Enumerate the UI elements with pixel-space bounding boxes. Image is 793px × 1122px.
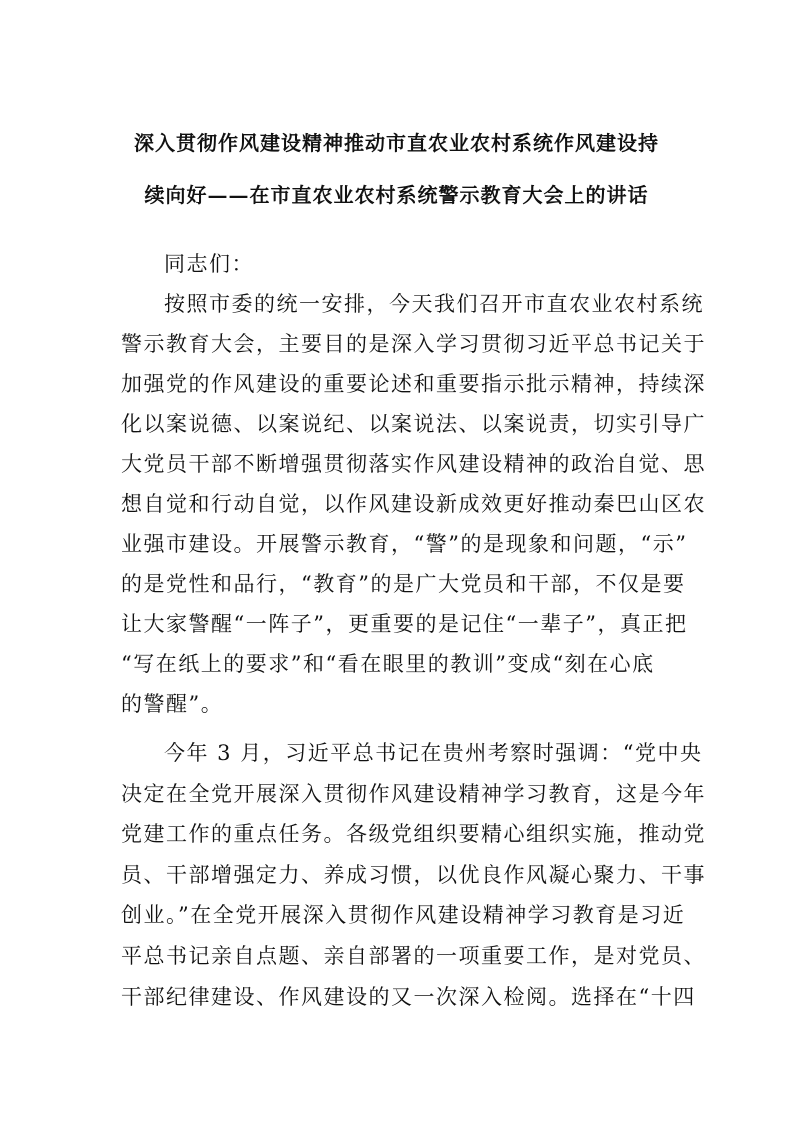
paragraph-1-line-6: 想自觉和行动自觉，以作风建设新成效更好推动秦巴山区农 — [121, 492, 706, 516]
paragraph-1-line-3: 加强党的作风建设的重要论述和重要指示批示精神，持续深 — [121, 372, 706, 396]
paragraph-1-line-9: 让大家警醒“一阵子”，更重要的是记住“一辈子”，真正把 — [121, 612, 688, 636]
paragraph-1-line-5: 大党员干部不断增强贯彻落实作风建设精神的政治自觉、思 — [121, 452, 706, 476]
paragraph-2-line-4: 员、干部增强定力、养成习惯，以优良作风凝心聚力、干事 — [121, 863, 706, 887]
paragraph-1-line-11: 的警醒”。 — [121, 692, 224, 716]
paragraph-1-line-1: 按照市委的统一安排，今天我们召开市直农业农村系统 — [164, 292, 704, 316]
title-line-1: 深入贯彻作风建设精神推动市直农业农村系统作风建设持 — [134, 131, 659, 155]
paragraph-2-line-2: 决定在全党开展深入贯彻作风建设精神学习教育，这是今年 — [121, 782, 706, 806]
paragraph-2-line-1: 今年 3 月，习近平总书记在贵州考察时强调：“党中央 — [164, 741, 703, 765]
paragraph-1-line-8: 的是党性和品行，“教育”的是广大党员和干部，不仅是要 — [121, 572, 686, 596]
title-line-2: 续向好——在市直农业农村系统警示教育大会上的讲话 — [144, 183, 649, 207]
paragraph-1-line-4: 化以案说德、以案说纪、以案说法、以案说责，切实引导广 — [121, 412, 706, 436]
salutation: 同志们： — [164, 252, 254, 276]
paragraph-2-line-6: 平总书记亲自点题、亲自部署的一项重要工作，是对党员、 — [121, 944, 706, 968]
paragraph-2-line-7: 干部纪律建设、作风建设的又一次深入检阅。选择在“十四 — [121, 985, 696, 1009]
paragraph-1-line-7: 业强市建设。开展警示教育，“警”的是现象和问题，“示” — [121, 532, 688, 556]
paragraph-1-line-2: 警示教育大会，主要目的是深入学习贯彻习近平总书记关于 — [121, 332, 706, 356]
paragraph-2-line-3: 党建工作的重点任务。各级党组织要精心组织实施，推动党 — [121, 822, 706, 846]
paragraph-2-line-5: 创业。”在全党开展深入贯彻作风建设精神学习教育是习近 — [121, 903, 686, 927]
paragraph-1-line-10: “写在纸上的要求”和“看在眼里的教训”变成“刻在心底 — [121, 652, 655, 676]
